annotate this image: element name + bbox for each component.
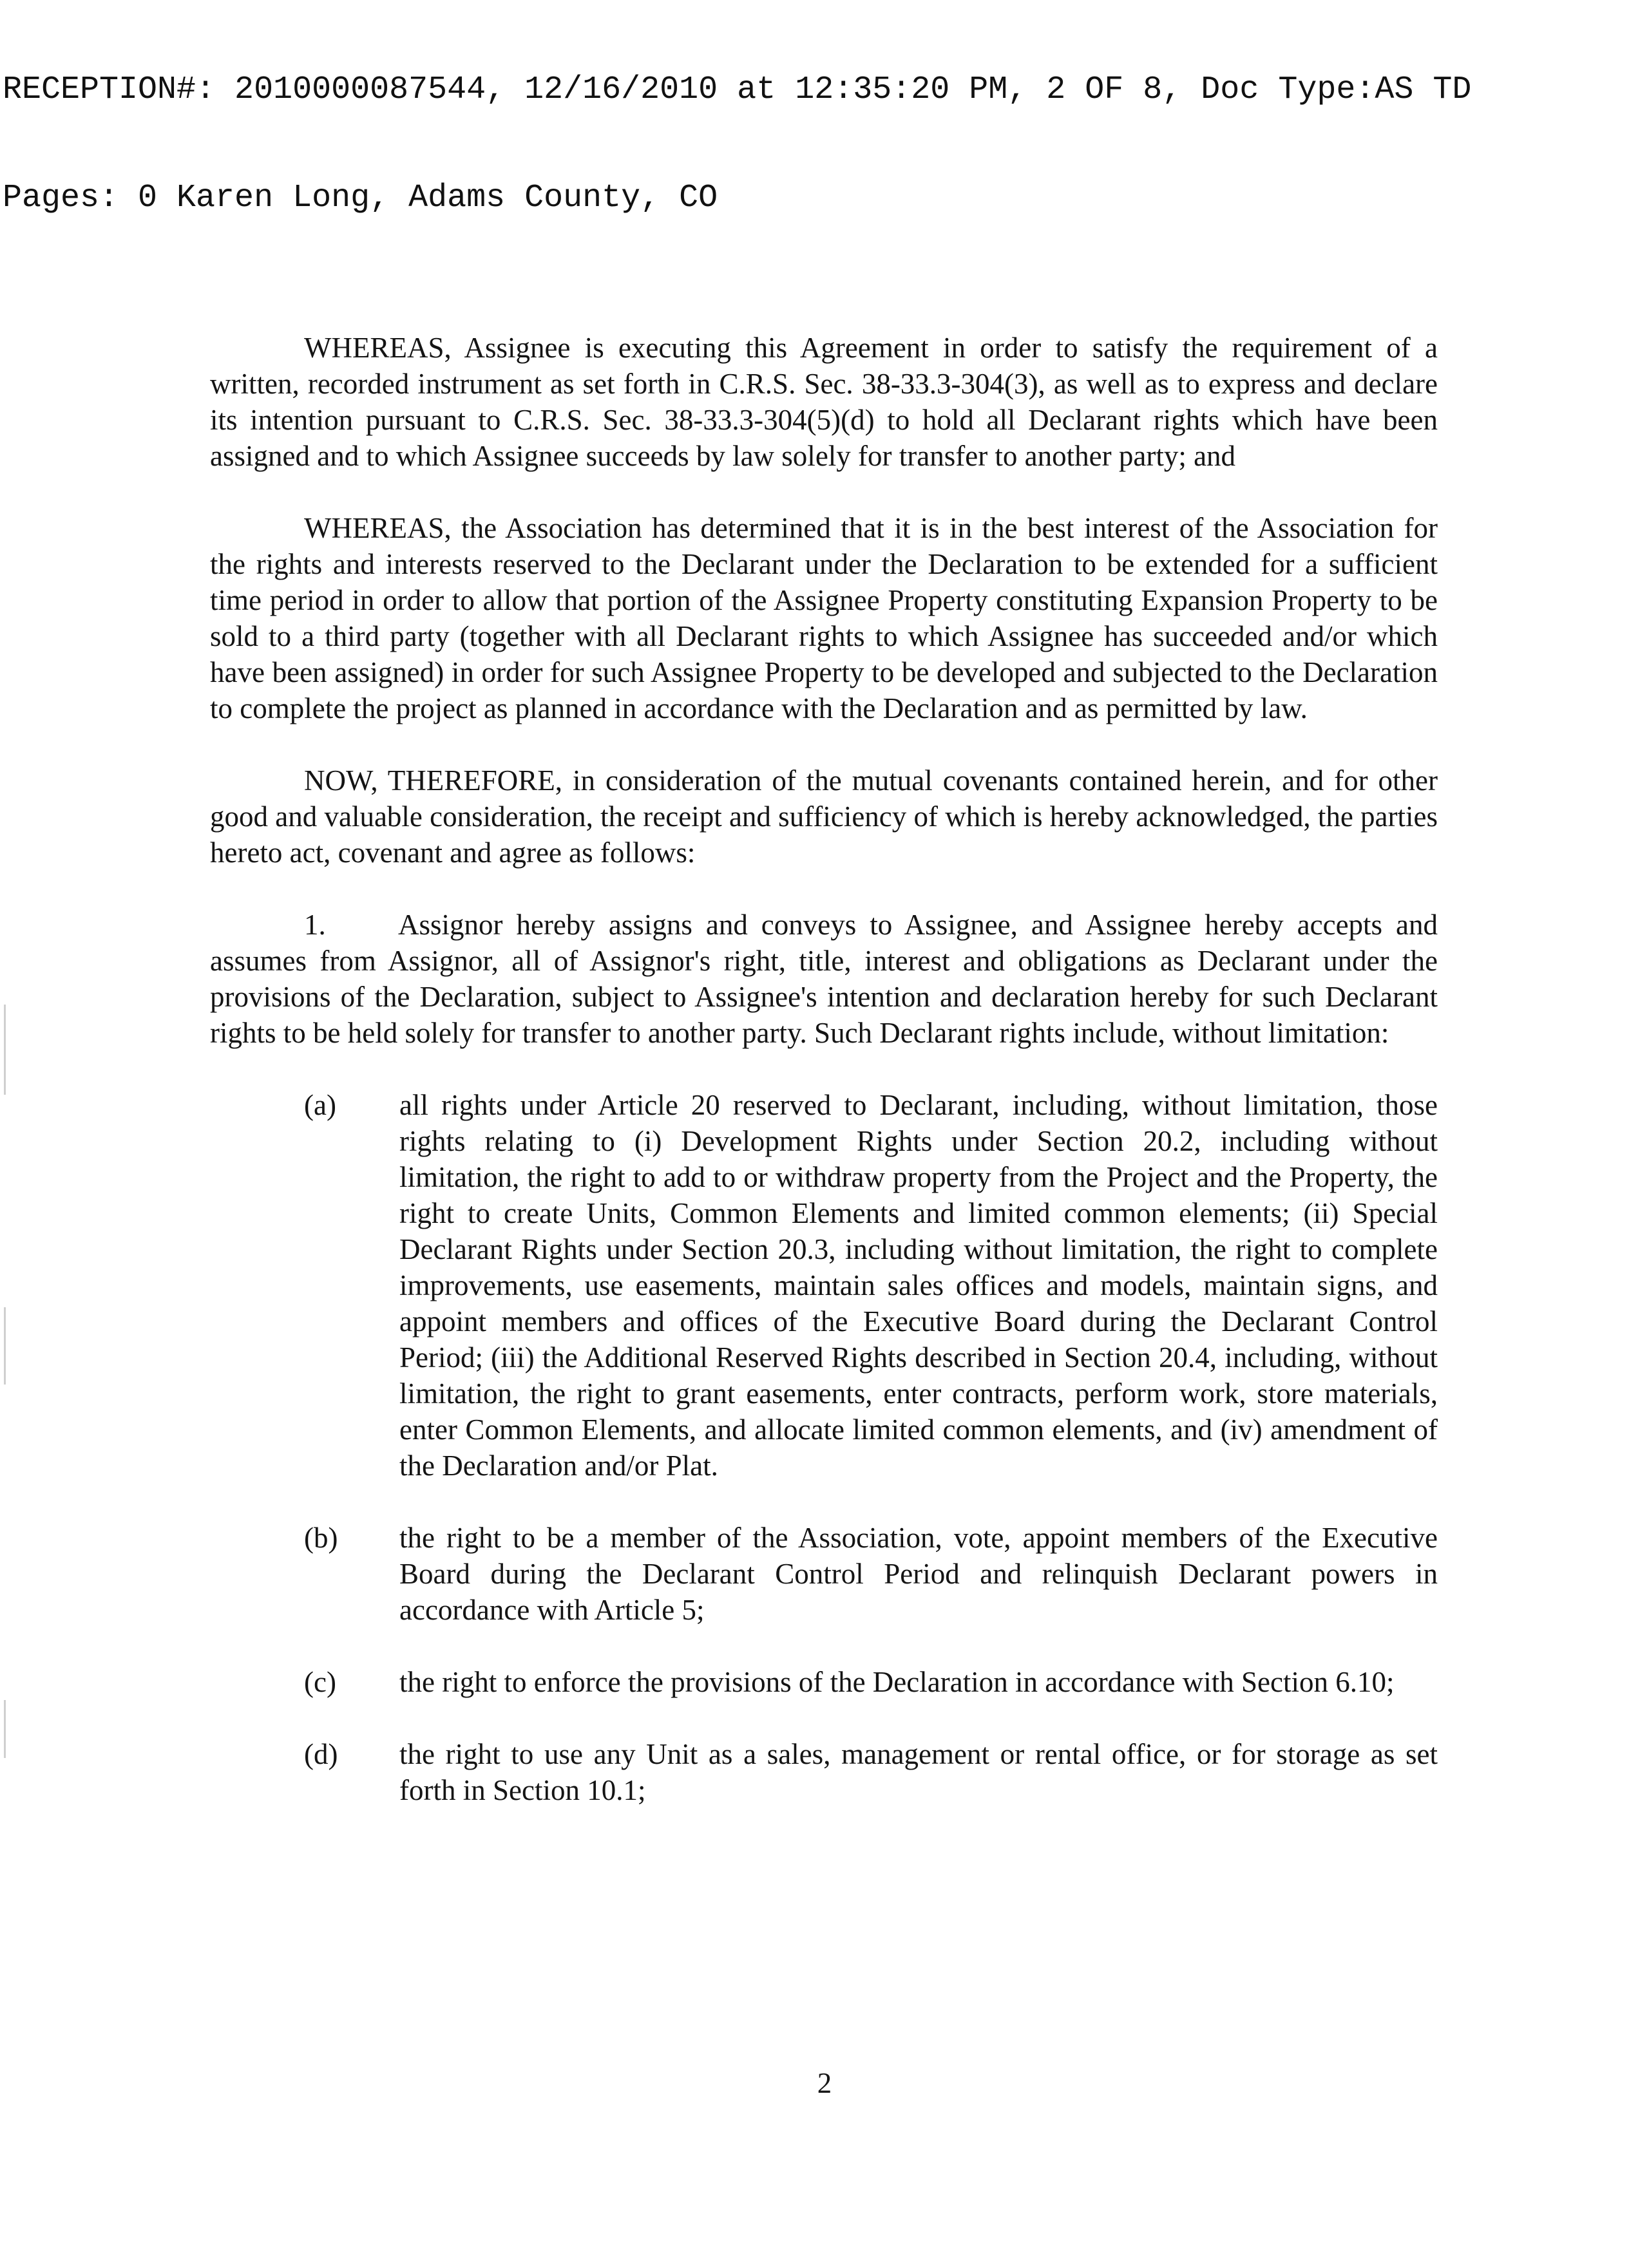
list-item-text: the right to be a member of the Association, vote, appoint members of the Executive Board during the Declarant Control Period and relinquish Declarant powers in accordance with Article 5;: [399, 1522, 1438, 1626]
recording-stamp-line-1: RECEPTION#: 2010000087544, 12/16/2010 at 12:35:20 PM, 2 OF 8, Doc Type:AS TD: [3, 71, 1472, 108]
section-1-number: 1.: [304, 909, 326, 941]
scan-mark: [4, 1307, 6, 1384]
list-item-label: (b): [304, 1522, 338, 1554]
list-item-text: the right to use any Unit as a sales, management or rental office, or for storage as set forth in Section 10.1;: [399, 1738, 1438, 1806]
page-number: 2: [817, 2067, 832, 2099]
recording-stamp: [3, 0, 1471, 288]
document-body: [210, 330, 1438, 1808]
whereas-paragraph-1: WHEREAS, Assignee is executing this Agreement in order to satisfy the requirement of a written, recorded instrument as set forth in C.R.S. Sec. 38-33.3-304(3), as well as to express and declare its intention pursuant to C.R.S. Sec. 38-33.3-304(5)(d) to hold all Declarant rights which have been assigned and to which Assignee succeeds by law solely for transfer to another party; and: [210, 332, 1438, 472]
list-item-d: [210, 1736, 1438, 1808]
section-1: [210, 907, 1438, 1051]
list-item-label: (c): [304, 1666, 336, 1698]
now-therefore-paragraph: NOW, THEREFORE, in consideration of the mutual covenants contained herein, and for other good and valuable consideration, the receipt and sufficiency of which is hereby acknowledged, the parties hereto act, covenant and agree as follows:: [210, 764, 1438, 869]
list-item-c: [210, 1664, 1438, 1700]
whereas-paragraph-2: WHEREAS, the Association has determined that it is in the best interest of the Association for the rights and interests reserved to the Declarant under the Declaration to be extended for a sufficient time period in order to allow that portion of the Assignee Property constituting Expansion Property to be sold to a third party (together with all Declarant rights to which Assignee has succeeded and/or which have been assigned) in order for such Assignee Property to be developed and subjected to the Declaration to complete the project as planned in accordance with the Declaration and as permitted by law.: [210, 512, 1438, 724]
scan-mark: [4, 1005, 6, 1095]
list-item-label: (d): [304, 1738, 338, 1770]
recording-stamp-line-2: Pages: 0 Karen Long, Adams County, CO: [3, 180, 718, 216]
section-1-text: Assignor hereby assigns and conveys to Assignee, and Assignee hereby accepts and assumes from Assignor, all of Assignor's right, title, interest and obligations as Declarant under the provisions of the Declaration, subject to Assignee's intention and declaration hereby for such Declarant rights to be held solely for transfer to another party. Such Declarant rights include, without limitation:: [210, 909, 1438, 1049]
list-item-b: [210, 1520, 1438, 1628]
list-item-label: (a): [304, 1089, 336, 1121]
list-item-a: [210, 1087, 1438, 1484]
scan-mark: [4, 1700, 6, 1758]
list-item-text: all rights under Article 20 reserved to Declarant, including, without limitation, those rights relating to (i) Development Rights under Section 20.2, including without limitation, the right to add to or withdraw property from the Project and the Property, the right to create Units, Common Elements and limited common elements; (ii) Special Declarant Rights under Section 20.3, including without limitation, the right to complete improvements, use easements, maintain sales offices and models, maintain signs, and appoint members and offices of the Executive Board during the Declarant Control Period; (iii) the Additional Reserved Rights described in Section 20.4, including, without limitation, the right to grant easements, enter contracts, perform work, store materials, enter Common Elements, and allocate limited common elements, and (iv) amendment of the Declaration and/or Plat.: [399, 1089, 1438, 1482]
list-item-text: the right to enforce the provisions of the Declaration in accordance with Section 6.10;: [399, 1666, 1395, 1698]
